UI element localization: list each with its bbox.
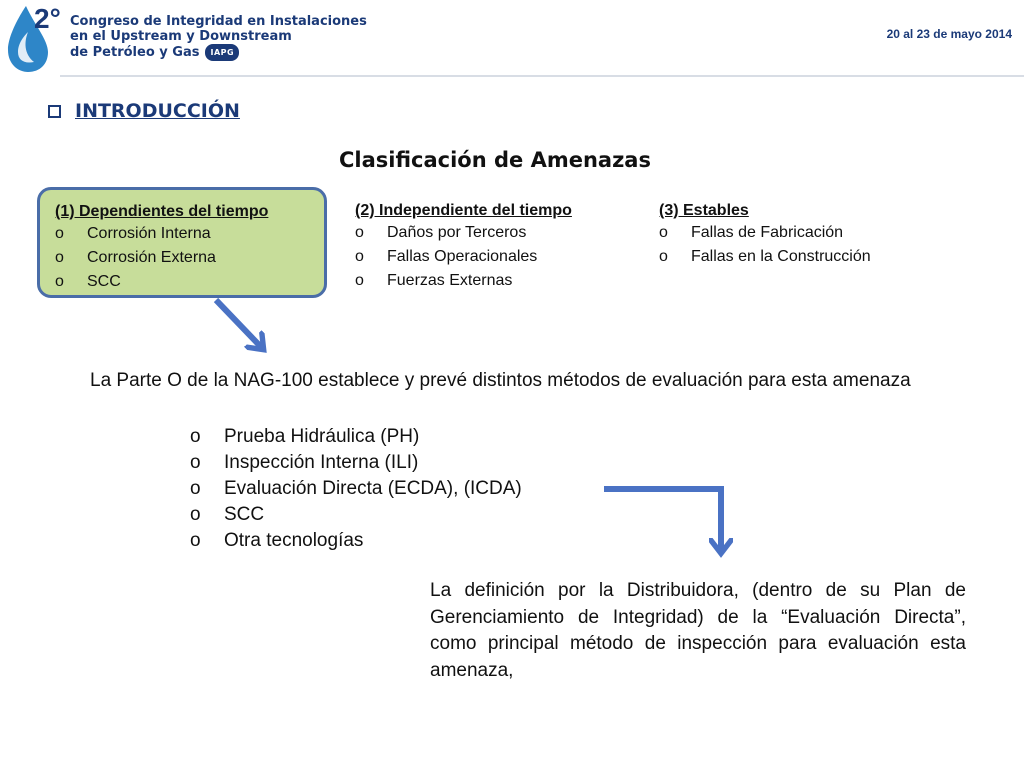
list-item: o Corrosión Externa xyxy=(55,249,216,266)
list-item: o Otra tecnologías xyxy=(190,530,364,551)
list-item: o Evaluación Directa (ECDA), (ICDA) xyxy=(190,478,522,499)
logo-number: 2° xyxy=(34,3,61,34)
event-date: 20 al 23 de mayo 2014 xyxy=(886,27,1012,41)
list-item: o SCC xyxy=(190,504,265,525)
list-item: o Fuerzas Externas xyxy=(355,272,513,289)
list-item: o Fallas en la Construcción xyxy=(659,248,871,265)
category-title: (2) Independiente del tiempo xyxy=(355,202,572,219)
conference-line-1: Congreso de Integridad en Instalaciones xyxy=(70,14,367,29)
iapg-badge: IAPG xyxy=(205,44,239,61)
list-item: o Prueba Hidráulica (PH) xyxy=(190,426,420,447)
list-item: o Daños por Terceros xyxy=(355,224,527,241)
list-item: o Inspección Interna (ILI) xyxy=(190,452,419,473)
conference-line-2: en el Upstream y Downstream xyxy=(70,29,292,44)
list-item: o Fallas Operacionales xyxy=(355,248,538,265)
list-item: o SCC xyxy=(55,273,121,290)
arrow-icon xyxy=(216,300,262,348)
slide-title: Clasificación de Amenazas xyxy=(339,148,651,172)
arrow-icon xyxy=(604,489,721,551)
distributor-paragraph: La definición por la Distribuidora, (dentro de su Plan de Gerenciamiento de Integridad) de la “Evaluación Directa”, como principal método de inspección para evaluación esta amenaza, xyxy=(430,580,966,681)
category-title: (3) Estables xyxy=(659,202,749,219)
category-title: (1) Dependientes del tiempo xyxy=(55,203,269,220)
section-label: INTRODUCCIÓN xyxy=(75,100,240,122)
list-item: o Fallas de Fabricación xyxy=(659,224,844,241)
conference-line-3: de Petróleo y Gas IAPG xyxy=(70,44,367,61)
nag100-paragraph: La Parte O de la NAG-100 establece y prevé distintos métodos de evaluación para esta amenaza xyxy=(90,370,911,391)
evaluation-methods-list xyxy=(190,424,522,554)
list-item: o Corrosión Interna xyxy=(55,225,211,242)
